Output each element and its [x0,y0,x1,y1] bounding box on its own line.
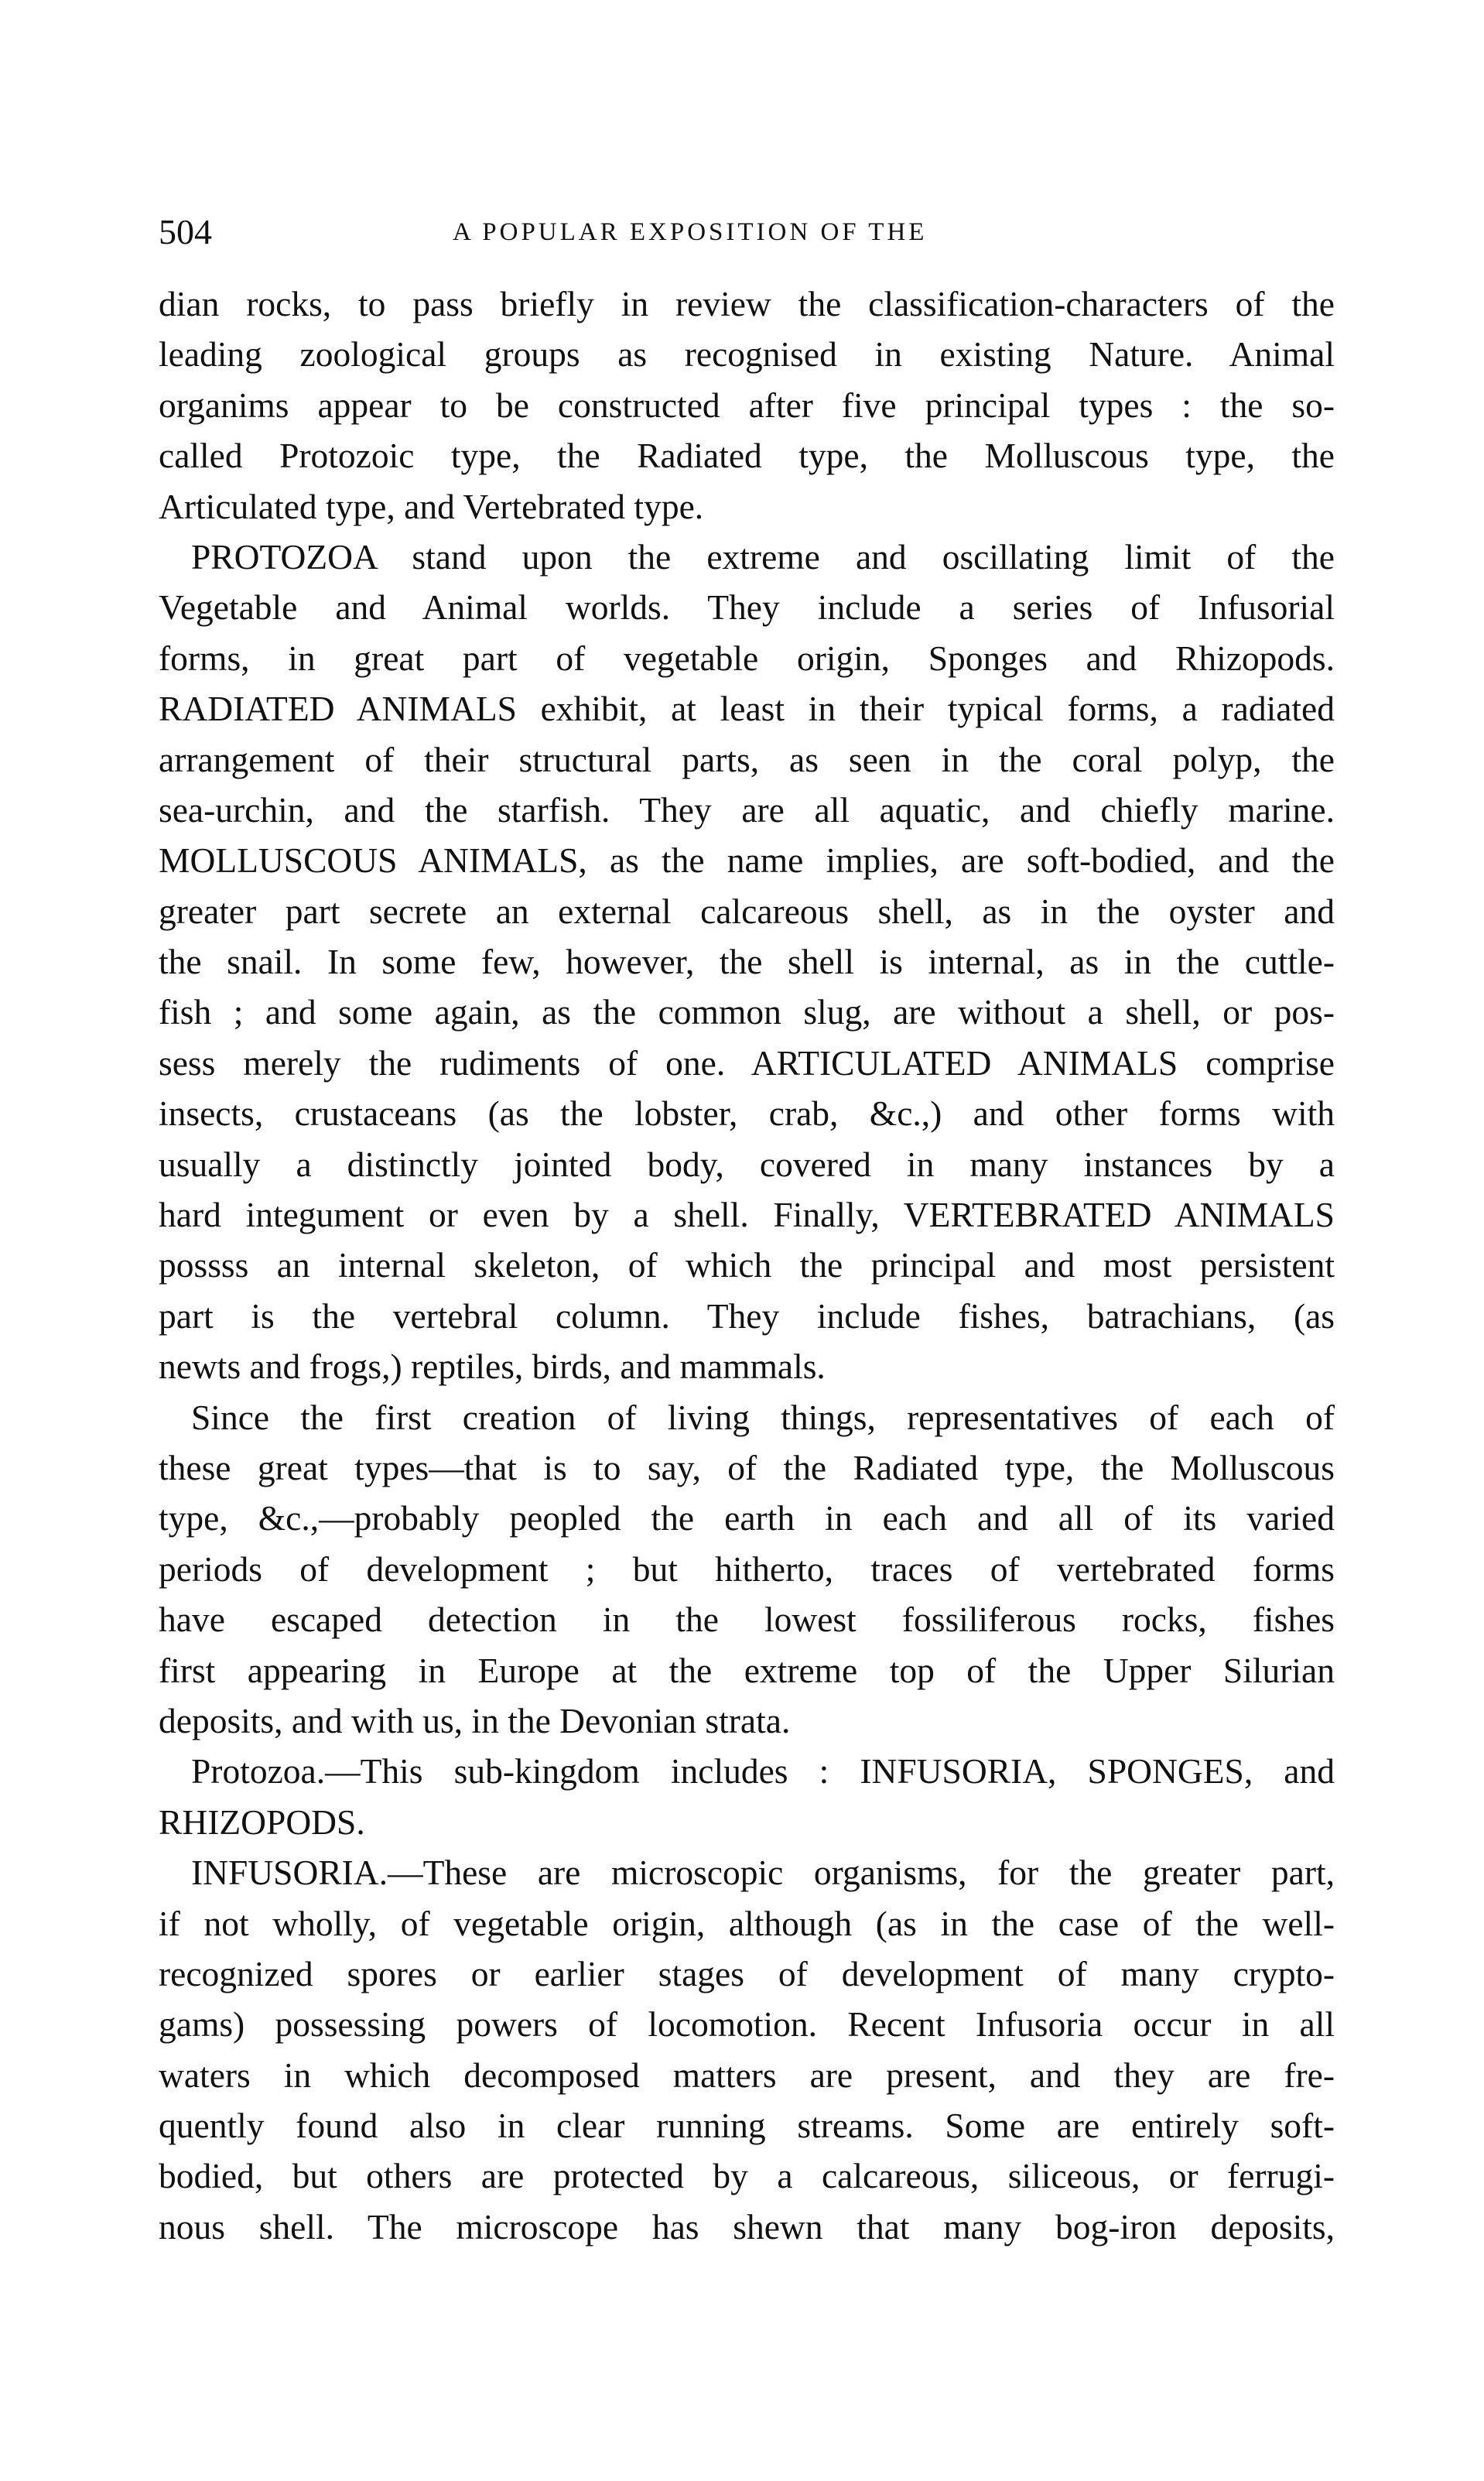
text-line: if not wholly, of vegetable origin, although (as in the case of the well- [159,1903,1335,1943]
text-line: PROTOZOA stand upon the extreme and oscillating limit of the [191,536,1335,577]
text-line: deposits, and with us, in the Devonian strata. [159,1700,791,1740]
text-line: Articulated type, and Vertebrated type. [159,486,704,526]
text-line: usually a distinctly jointed body, covered in many instances by a [159,1144,1335,1184]
text-line: organims appear to be constructed after five principal types : the so- [159,385,1335,425]
text-line: Since the first creation of living things, representatives of each of [191,1397,1335,1437]
text-line: fish ; and some again, as the common slug, are without a shell, or pos- [159,992,1335,1032]
text-line: the snail. In some few, however, the shell is internal, as in the cuttle- [159,942,1335,982]
text-line: possss an internal skeleton, of which the principal and most persistent [159,1245,1335,1285]
text-line: sea-urchin, and the starfish. They are all aquatic, and chiefly marine. [159,789,1335,830]
text-line: bodied, but others are protected by a calcareous, siliceous, or ferrugi- [159,2156,1335,2196]
text-line: hard integument or even by a shell. Finally, VERTEBRATED ANIMALS [159,1195,1335,1235]
text-line: newts and frogs,) reptiles, birds, and mammals. [159,1347,826,1387]
text-line: have escaped detection in the lowest fossiliferous rocks, fishes [159,1600,1335,1640]
text-line: gams) possessing powers of locomotion. Recent Infusoria occur in all [159,2004,1335,2045]
text-line: nous shell. The microscope has shewn that many bog-iron deposits, [159,2206,1335,2247]
text-line: waters in which decomposed matters are present, and they are fre- [159,2055,1335,2095]
text-line: arrangement of their structural parts, as seen in the coral polyp, the [159,739,1335,779]
text-line: periods of development ; but hitherto, traces of vertebrated forms [159,1548,1335,1589]
page-header [159,209,1335,255]
text-line: quently found also in clear running streams. Some are entirely soft- [159,2106,1335,2146]
text-line: forms, in great part of vegetable origin, Sponges and Rhizopods. [159,638,1335,678]
page-number: 504 [159,212,212,252]
text-line: sess merely the rudiments of one. ARTICULATED ANIMALS comprise [159,1042,1335,1083]
text-line: RHIZOPODS. [159,1802,365,1842]
text-line: called Protozoic type, the Radiated type, the Molluscous type, the [159,436,1335,476]
text-line: leading zoological groups as recognised in existing Nature. Animal [159,334,1335,375]
body-text [159,279,1335,2252]
text-line: dian rocks, to pass briefly in review the classification-characters of the [159,284,1335,323]
text-line: RADIATED ANIMALS exhibit, at least in their typical forms, a radiated [159,689,1335,729]
text-line: INFUSORIA.—These are microscopic organisms, for the greater part, [191,1853,1335,1893]
text-line: recognized spores or earlier stages of development of many crypto- [159,1953,1335,1993]
text-line: MOLLUSCOUS ANIMALS, as the name implies, are soft-bodied, and the [159,840,1335,881]
text-line: insects, crustaceans (as the lobster, crab, &c.,) and other forms with [159,1093,1335,1134]
text-line: type, &c.,—probably peopled the earth in each and all of its varied [159,1498,1335,1538]
text-line: these great types—that is to say, of the Radiated type, the Molluscous [159,1447,1335,1487]
text-line: Protozoa.—This sub-kingdom includes : INFUSORIA, SPONGES, and [191,1751,1335,1791]
text-line: Vegetable and Animal worlds. They include a series of Infusorial [159,587,1335,628]
running-head: A POPULAR EXPOSITION OF THE [453,218,928,246]
text-line: greater part secrete an external calcareous shell, as in the oyster and [159,891,1335,931]
text-line: first appearing in Europe at the extreme top of the Upper Silurian [159,1650,1335,1690]
text-line: part is the vertebral column. They include fishes, batrachians, (as [159,1295,1335,1336]
